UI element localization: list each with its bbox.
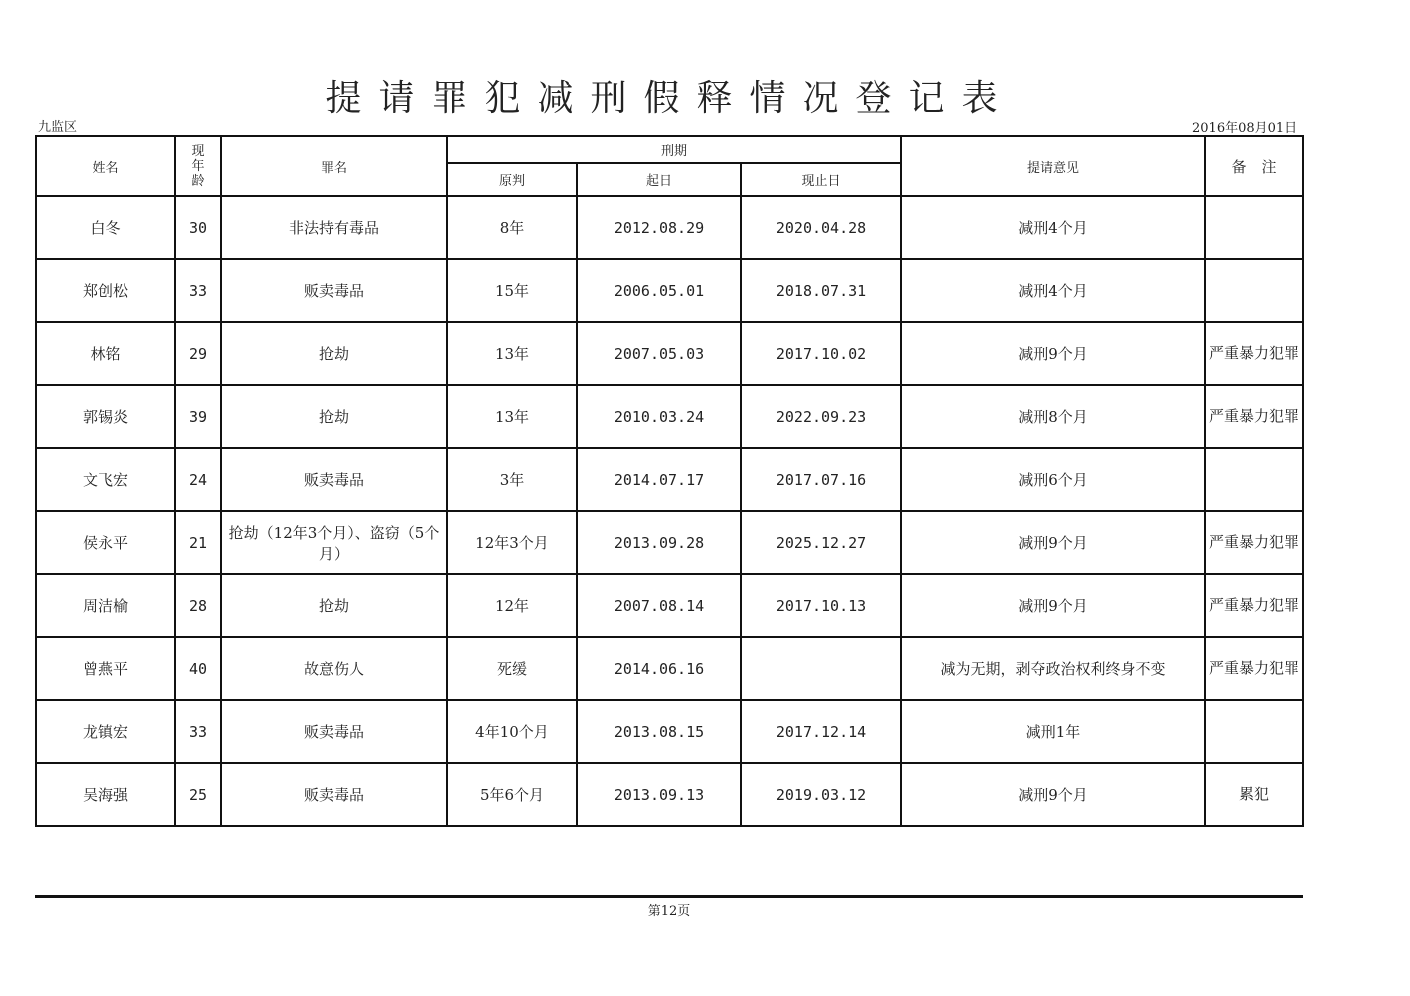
cell-age: 21 xyxy=(175,511,221,574)
cell-age: 33 xyxy=(175,700,221,763)
cell-crime: 非法持有毒品 xyxy=(221,196,447,259)
table-row xyxy=(36,259,1303,322)
cell-end: 2017.10.02 xyxy=(741,322,901,385)
header-start: 起日 xyxy=(577,163,741,196)
cell-end: 2019.03.12 xyxy=(741,763,901,826)
header-crime: 罪名 xyxy=(221,136,447,196)
cell-crime: 抢劫 xyxy=(221,574,447,637)
cell-opinion: 减刑6个月 xyxy=(901,448,1205,511)
page-number: 第12页 xyxy=(647,904,691,919)
cell-remark xyxy=(1205,259,1303,322)
register-body xyxy=(36,196,1303,826)
cell-end: 2022.09.23 xyxy=(741,385,901,448)
cell-name: 林铭 xyxy=(36,322,175,385)
cell-name: 郑创松 xyxy=(36,259,175,322)
cell-remark: 累犯 xyxy=(1205,763,1303,826)
cell-age: 29 xyxy=(175,322,221,385)
header-end: 现止日 xyxy=(741,163,901,196)
table-row xyxy=(36,700,1303,763)
cell-age: 39 xyxy=(175,385,221,448)
cell-remark: 严重暴力犯罪 xyxy=(1205,574,1303,637)
cell-name: 文飞宏 xyxy=(36,448,175,511)
cell-original: 13年 xyxy=(447,322,577,385)
cell-opinion: 减刑4个月 xyxy=(901,196,1205,259)
cell-name: 周洁榆 xyxy=(36,574,175,637)
cell-crime: 抢劫 xyxy=(221,322,447,385)
cell-original: 15年 xyxy=(447,259,577,322)
footer-divider xyxy=(35,895,1303,898)
page-title: 提请罪犯减刑假释情况登记表 xyxy=(325,78,1015,119)
cell-age: 33 xyxy=(175,259,221,322)
cell-age: 28 xyxy=(175,574,221,637)
cell-remark: 严重暴力犯罪 xyxy=(1205,511,1303,574)
cell-crime: 贩卖毒品 xyxy=(221,448,447,511)
cell-name: 侯永平 xyxy=(36,511,175,574)
table-row xyxy=(36,196,1303,259)
cell-end: 2017.07.16 xyxy=(741,448,901,511)
cell-original: 4年10个月 xyxy=(447,700,577,763)
cell-start: 2013.08.15 xyxy=(577,700,741,763)
cell-opinion: 减刑9个月 xyxy=(901,574,1205,637)
cell-age: 30 xyxy=(175,196,221,259)
header-opinion: 提请意见 xyxy=(901,136,1205,196)
cell-crime: 抢劫 xyxy=(221,385,447,448)
register-table xyxy=(35,135,1304,827)
cell-end xyxy=(741,637,901,700)
cell-opinion: 减为无期，剥夺政治权利终身不变 xyxy=(901,637,1205,700)
cell-age: 40 xyxy=(175,637,221,700)
cell-start: 2013.09.13 xyxy=(577,763,741,826)
table-row xyxy=(36,322,1303,385)
cell-crime: 贩卖毒品 xyxy=(221,259,447,322)
header-sentence-group: 刑期 xyxy=(447,136,901,163)
cell-crime: 贩卖毒品 xyxy=(221,700,447,763)
header-original: 原判 xyxy=(447,163,577,196)
cell-original: 死缓 xyxy=(447,637,577,700)
cell-remark xyxy=(1205,448,1303,511)
cell-age: 24 xyxy=(175,448,221,511)
cell-end: 2020.04.28 xyxy=(741,196,901,259)
cell-crime: 故意伤人 xyxy=(221,637,447,700)
cell-opinion: 减刑4个月 xyxy=(901,259,1205,322)
cell-start: 2012.08.29 xyxy=(577,196,741,259)
cell-remark xyxy=(1205,700,1303,763)
header-name: 姓名 xyxy=(36,136,175,196)
cell-remark: 严重暴力犯罪 xyxy=(1205,385,1303,448)
cell-start: 2010.03.24 xyxy=(577,385,741,448)
cell-remark: 严重暴力犯罪 xyxy=(1205,637,1303,700)
table-row xyxy=(36,763,1303,826)
cell-crime: 贩卖毒品 xyxy=(221,763,447,826)
cell-start: 2014.06.16 xyxy=(577,637,741,700)
cell-age: 25 xyxy=(175,763,221,826)
cell-start: 2007.08.14 xyxy=(577,574,741,637)
cell-original: 12年 xyxy=(447,574,577,637)
cell-end: 2025.12.27 xyxy=(741,511,901,574)
cell-end: 2018.07.31 xyxy=(741,259,901,322)
cell-opinion: 减刑8个月 xyxy=(901,385,1205,448)
cell-original: 12年3个月 xyxy=(447,511,577,574)
cell-end: 2017.10.13 xyxy=(741,574,901,637)
cell-name: 曾燕平 xyxy=(36,637,175,700)
table-row xyxy=(36,511,1303,574)
table-row xyxy=(36,385,1303,448)
cell-remark: 严重暴力犯罪 xyxy=(1205,322,1303,385)
cell-name: 龙镇宏 xyxy=(36,700,175,763)
department-label: 九监区 xyxy=(38,120,78,135)
report-date: 2016年08月01日 xyxy=(1192,121,1298,136)
header-remarks: 备 注 xyxy=(1205,136,1303,196)
cell-opinion: 减刑1年 xyxy=(901,700,1205,763)
cell-original: 13年 xyxy=(447,385,577,448)
cell-start: 2007.05.03 xyxy=(577,322,741,385)
cell-name: 白冬 xyxy=(36,196,175,259)
table-row xyxy=(36,448,1303,511)
cell-original: 8年 xyxy=(447,196,577,259)
cell-name: 郭锡炎 xyxy=(36,385,175,448)
cell-crime: 抢劫（12年3个月）、盗窃（5个月） xyxy=(221,511,447,574)
cell-opinion: 减刑9个月 xyxy=(901,763,1205,826)
cell-remark xyxy=(1205,196,1303,259)
cell-start: 2006.05.01 xyxy=(577,259,741,322)
cell-name: 吴海强 xyxy=(36,763,175,826)
cell-original: 5年6个月 xyxy=(447,763,577,826)
cell-end: 2017.12.14 xyxy=(741,700,901,763)
table-row xyxy=(36,574,1303,637)
cell-start: 2013.09.28 xyxy=(577,511,741,574)
header-age: 现 年 龄 xyxy=(175,136,221,196)
cell-opinion: 减刑9个月 xyxy=(901,322,1205,385)
cell-original: 3年 xyxy=(447,448,577,511)
table-row xyxy=(36,637,1303,700)
cell-start: 2014.07.17 xyxy=(577,448,741,511)
cell-opinion: 减刑9个月 xyxy=(901,511,1205,574)
